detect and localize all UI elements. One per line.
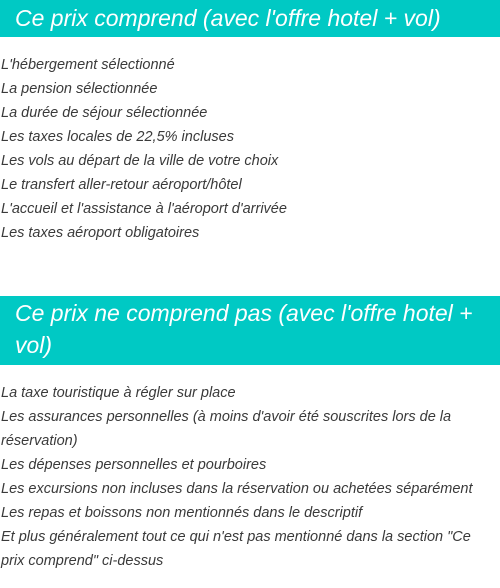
excluded-item-tourist-tax: La taxe touristique à régler sur place — [1, 385, 236, 401]
excluded-item-personal-expenses: Les dépenses personnelles et pourboires — [1, 457, 267, 473]
included-item-transfer: Le transfert aller-retour aéroport/hôtel — [1, 177, 242, 193]
included-items-list — [0, 53, 500, 245]
included-section-title: Ce prix comprend (avec l'offre hotel + vol) — [0, 0, 500, 37]
included-item-airport-assistance: L'accueil et l'assistance à l'aéroport d'arrivée — [1, 201, 287, 217]
excluded-items-list — [0, 381, 500, 573]
included-item-duration: La durée de séjour sélectionnée — [1, 105, 208, 121]
excluded-item-everything-else: Et plus généralement tout ce qui n'est pas mentionné dans la section "Ce prix comprend" ci-dessus — [1, 529, 471, 569]
included-item-flights: Les vols au départ de la ville de votre choix — [1, 153, 279, 169]
excluded-section-title: Ce prix ne comprend pas (avec l'offre hotel + vol) — [0, 296, 500, 365]
included-item-local-taxes: Les taxes locales de 22,5% incluses — [1, 129, 234, 145]
included-section — [0, 0, 500, 245]
included-item-airport-taxes: Les taxes aéroport obligatoires — [1, 225, 200, 241]
included-item-accommodation: L'hébergement sélectionné — [1, 57, 175, 73]
included-item-board: La pension sélectionnée — [1, 81, 158, 97]
excluded-section — [0, 296, 500, 573]
excluded-item-excursions: Les excursions non incluses dans la réservation ou achetées séparément — [1, 481, 473, 497]
excluded-item-meals-drinks: Les repas et boissons non mentionnés dans le descriptif — [1, 505, 363, 521]
excluded-item-insurance: Les assurances personnelles (à moins d'avoir été souscrites lors de la réservation) — [1, 409, 452, 449]
